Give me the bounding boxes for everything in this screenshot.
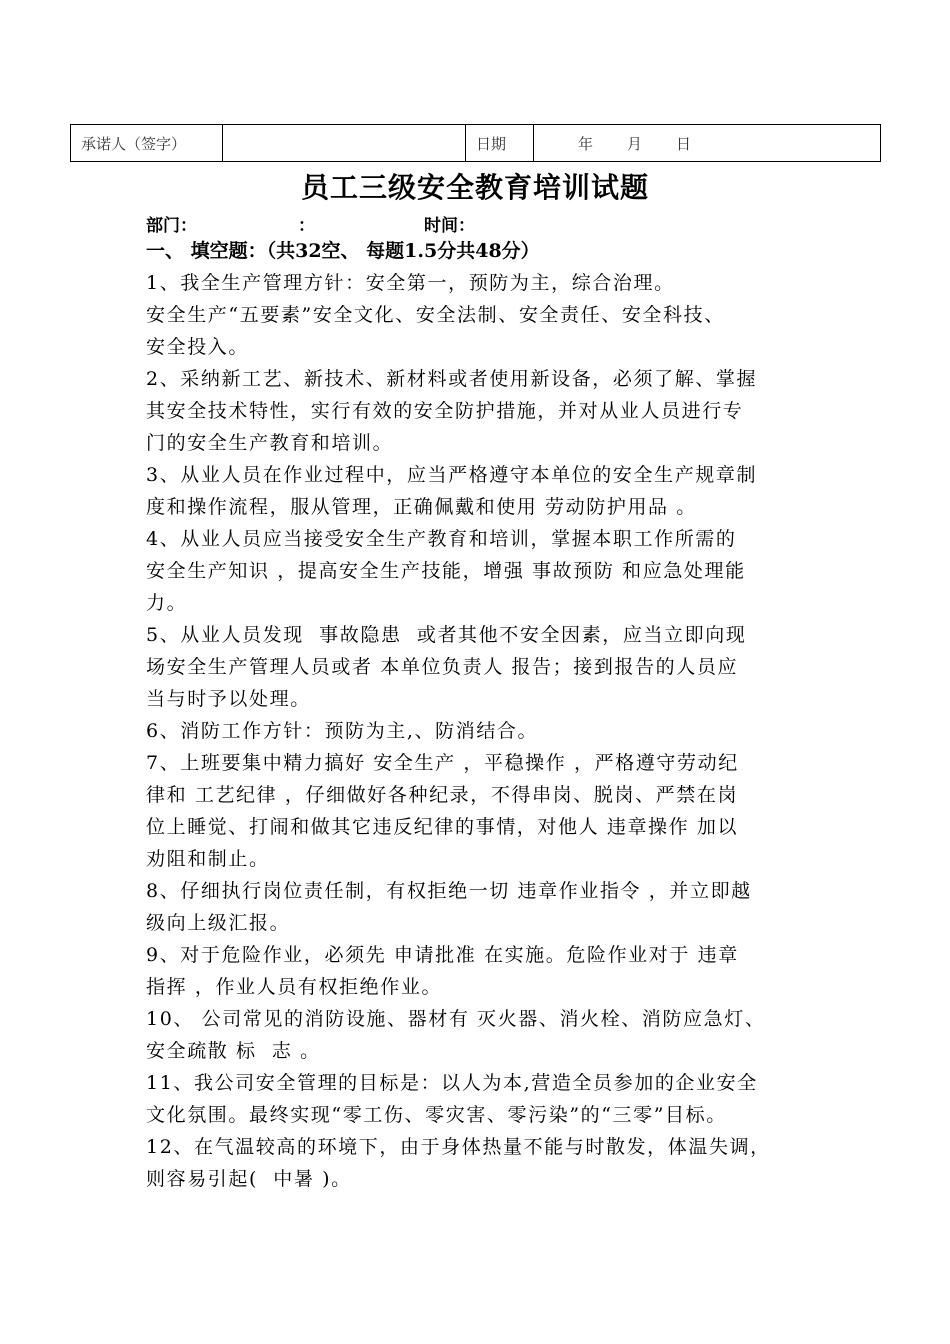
question-line: 10、 公司常见的消防设施、器材有 灭火器、消火栓、消防应急灯、 bbox=[146, 1008, 766, 1030]
question-line: 6、消防工作方针：预防为主,、防消结合。 bbox=[146, 720, 539, 742]
question-list bbox=[146, 267, 826, 1195]
page-title: 员工三级安全教育培训试题 bbox=[300, 171, 649, 204]
question-line: 2、采纳新工艺、新技术、新材料或者使用新设备，必须了解、掌握 bbox=[146, 368, 758, 390]
question-line: 安全生产知识 ，提高安全生产技能，增强 事故预防 和应急处理能 bbox=[146, 560, 746, 582]
question-line: 位上睡觉、打闹和做其它违反纪律的事情，对他人 违章操作 加以 bbox=[146, 816, 739, 838]
date-day-label: 日 bbox=[676, 134, 692, 153]
question-line: 场安全生产管理人员或者 本单位负责人 报告；接到报告的人员应 bbox=[146, 656, 739, 678]
meta-colon: ： bbox=[298, 216, 315, 236]
date-month-label: 月 bbox=[627, 134, 643, 153]
question-line: 8、仔细执行岗位责任制，有权拒绝一切 违章作业指令 ，并立即越 bbox=[146, 880, 752, 902]
question-line: 力。 bbox=[146, 592, 188, 614]
date-year-label: 年 bbox=[578, 134, 594, 153]
time-label: 时间： bbox=[424, 216, 475, 236]
question-line: 11、我公司安全管理的目标是：以人为本,营造全员参加的企业安全 bbox=[146, 1072, 758, 1094]
question-line: 7、上班要集中精力搞好 安全生产 ，平稳操作 ，严格遵守劳动纪 bbox=[146, 752, 739, 774]
question-line: 指挥 ，作业人员有权拒绝作业。 bbox=[146, 976, 443, 998]
question-line: 劝阻和制止。 bbox=[146, 848, 270, 870]
question-line: 则容易引起( 中暑 )。 bbox=[146, 1168, 352, 1190]
question-line: 级向上级汇报。 bbox=[146, 912, 291, 934]
question-line: 4、从业人员应当接受安全生产教育和培训，掌握本职工作所需的 bbox=[146, 528, 737, 550]
question-line: 9、对于危险作业，必须先 申请批准 在实施。危险作业对于 违章 bbox=[146, 944, 739, 966]
department-label: 部门： bbox=[146, 216, 197, 236]
signer-signature-field[interactable] bbox=[223, 125, 466, 162]
question-line: 12、在气温较高的环境下，由于身体热量不能与时散发，体温失调， bbox=[146, 1136, 771, 1158]
signature-table bbox=[70, 124, 881, 162]
question-line: 安全投入。 bbox=[146, 336, 250, 358]
date-field[interactable] bbox=[534, 125, 881, 162]
question-line: 当与时予以处理。 bbox=[146, 688, 311, 710]
question-line: 度和操作流程，服从管理，正确佩戴和使用 劳动防护用品 。 bbox=[146, 496, 697, 518]
section-heading: 一、 填空题：（共32空、 每题1.5分共48分） bbox=[146, 240, 540, 262]
question-line: 安全生产“五要素”安全文化、安全法制、安全责任、安全科技、 bbox=[146, 304, 725, 326]
question-line: 3、从业人员在作业过程中，应当严格遵守本单位的安全生产规章制 bbox=[146, 464, 758, 486]
question-line: 门的安全生产教育和培训。 bbox=[146, 432, 394, 454]
date-label: 日期 bbox=[466, 125, 534, 162]
question-line: 5、从业人员发现 事故隐患 或者其他不安全因素，应当立即向现 bbox=[146, 624, 747, 646]
question-line: 其安全技术特性，实行有效的安全防护措施，并对从业人员进行专 bbox=[146, 400, 744, 422]
signature-row bbox=[71, 125, 881, 162]
question-line: 1、我全生产管理方针：安全第一，预防为主，综合治理。 bbox=[146, 272, 675, 294]
question-line: 文化氛围。最终实现“零工伤、零灾害、零污染”的“三零”目标。 bbox=[146, 1104, 727, 1126]
question-line: 律和 工艺纪律 ，仔细做好各种纪录，不得串岗、脱岗、严禁在岗 bbox=[146, 784, 739, 806]
signer-label: 承诺人（签字） bbox=[71, 125, 223, 162]
question-line: 安全疏散 标 志 。 bbox=[146, 1040, 321, 1062]
